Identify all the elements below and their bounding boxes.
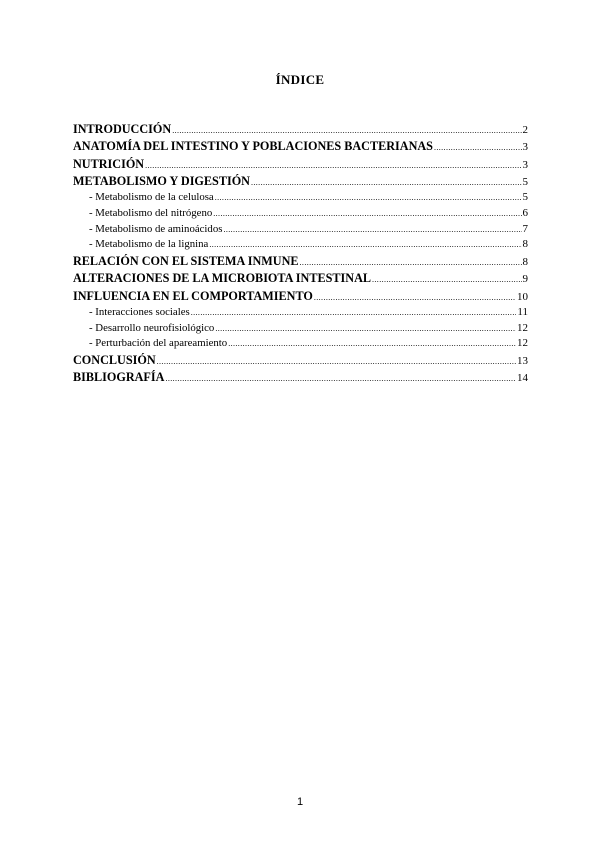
toc-subentry-page: 7 [522, 222, 528, 235]
toc-entry-page: 14 [517, 372, 528, 385]
toc-subentry-label: - Metabolismo del nitrógeno [89, 206, 213, 219]
toc-entry-introduccion[interactable] [73, 122, 528, 139]
toc-subentry-celulosa[interactable] [73, 191, 528, 207]
dot-leader [228, 339, 516, 348]
toc-subentry-page: 6 [522, 206, 528, 219]
dot-leader [191, 308, 517, 317]
dot-leader [223, 225, 521, 234]
toc-subentry-label: - Metabolismo de la celulosa [89, 191, 214, 204]
toc-entry-metabolismo-y-digestion[interactable] [73, 174, 528, 191]
toc-subentry-desarrollo[interactable] [73, 322, 528, 338]
toc-entry-conclusion[interactable] [73, 353, 528, 370]
toc-subentry-page: 5 [522, 191, 528, 204]
toc-subentry-page: 12 [517, 321, 528, 334]
dot-leader [209, 240, 521, 249]
toc-entry-label: CONCLUSIÓN [73, 352, 156, 367]
dot-leader [172, 126, 521, 135]
page-number: 1 [296, 796, 304, 808]
toc-entry-page: 10 [517, 290, 528, 303]
toc-subentry-label: - Interacciones sociales [89, 305, 190, 318]
toc-entry-label: ANATOMÍA DEL INTESTINO Y POBLACIONES BACTERIANAS [73, 139, 433, 154]
toc-entry-label: INTRODUCCIÓN [73, 122, 172, 136]
toc-entry-label: INFLUENCIA EN EL COMPORTAMIENTO [73, 288, 313, 303]
dot-leader [314, 293, 516, 302]
toc-entry-page: 13 [517, 354, 528, 367]
toc-entry-label: METABOLISMO Y DIGESTIÓN [73, 173, 250, 188]
dot-leader [165, 374, 516, 383]
toc-entry-nutricion[interactable] [73, 157, 528, 174]
toc-subentry-label: - Metabolismo de la lignina [89, 238, 209, 251]
toc-entry-page: 3 [522, 141, 528, 154]
toc-entry-label: ALTERACIONES DE LA MICROBIOTA INTESTINAL [73, 271, 371, 286]
toc-entry-page: 9 [522, 273, 528, 286]
toc-entry-alteraciones[interactable] [73, 271, 528, 288]
toc-entry-sistema-inmune[interactable] [73, 254, 528, 271]
table-of-contents [73, 122, 528, 387]
toc-entry-page: 8 [522, 255, 528, 268]
dot-leader [157, 357, 516, 366]
toc-subentry-label: - Desarrollo neurofisiológico [89, 321, 215, 334]
toc-entry-label: RELACIÓN CON EL SISTEMA INMUNE [73, 253, 299, 268]
toc-subentry-apareamiento[interactable] [73, 337, 528, 353]
toc-subentry-page: 12 [517, 337, 528, 350]
dot-leader [251, 178, 522, 187]
toc-entry-comportamiento[interactable] [73, 289, 528, 306]
toc-subentry-interacciones[interactable] [73, 306, 528, 322]
dot-leader [300, 258, 522, 267]
toc-entry-page: 3 [522, 158, 528, 171]
toc-subentry-label: - Metabolismo de aminoácidos [89, 222, 223, 235]
dot-leader [215, 193, 522, 202]
toc-subentry-page: 11 [517, 305, 528, 318]
toc-entry-label: NUTRICIÓN [73, 156, 145, 171]
toc-entry-label: BIBLIOGRAFÍA [73, 370, 165, 385]
toc-subentry-lignina[interactable] [73, 238, 528, 254]
toc-entry-anatomia[interactable] [73, 139, 528, 156]
toc-subentry-page: 8 [522, 238, 528, 251]
dot-leader [145, 161, 521, 170]
toc-entry-page: 2 [522, 124, 528, 136]
toc-entry-page: 5 [522, 175, 528, 188]
page-title: ÍNDICE [275, 72, 325, 87]
dot-leader [213, 209, 521, 218]
toc-subentry-nitrogeno[interactable] [73, 207, 528, 223]
toc-subentry-aminoacidos[interactable] [73, 223, 528, 239]
dot-leader [215, 324, 516, 333]
dot-leader [372, 275, 522, 284]
dot-leader [434, 143, 522, 152]
toc-entry-bibliografia[interactable] [73, 370, 528, 387]
toc-subentry-label: - Perturbación del apareamiento [89, 337, 228, 350]
